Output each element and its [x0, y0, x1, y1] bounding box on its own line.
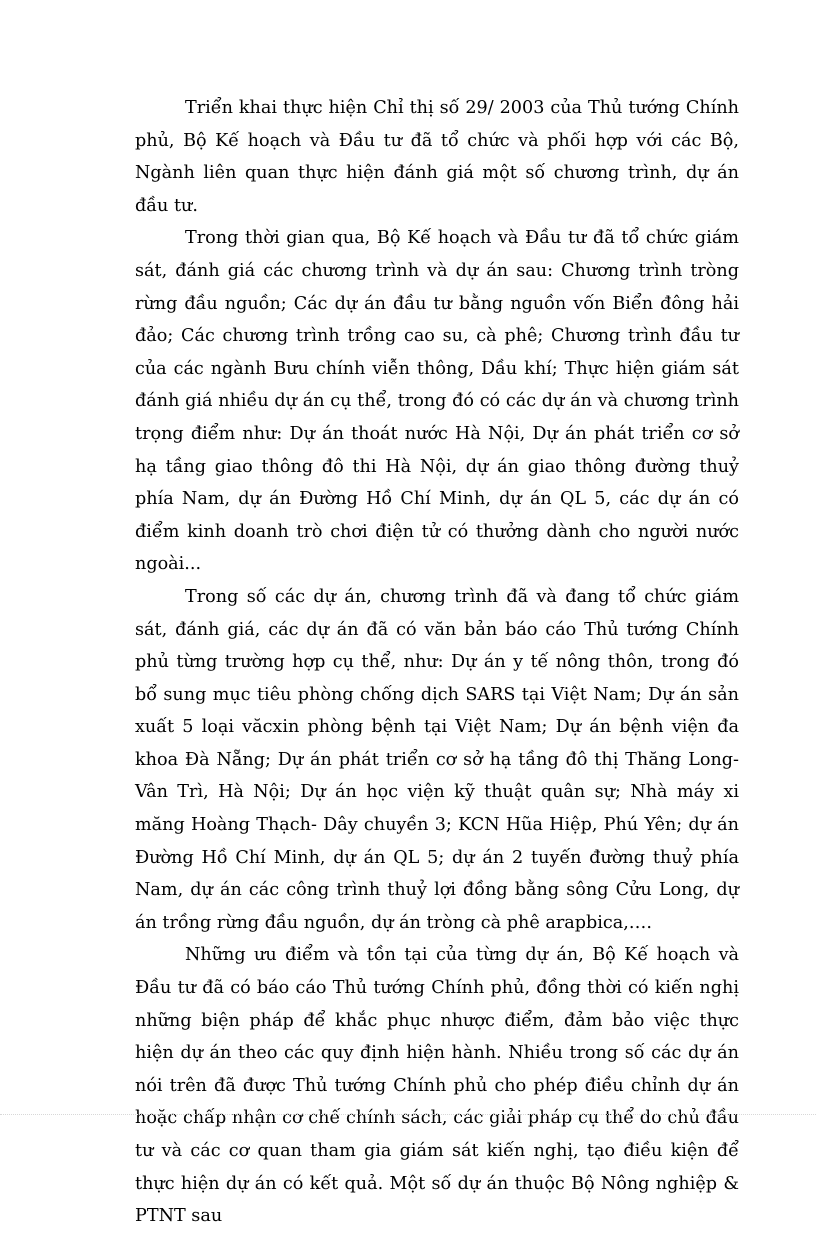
paragraph-3: Trong số các dự án, chương trình đã và đang tổ chức giám sát, đánh giá, các dự án đã có văn bản báo cáo Thủ tướng Chính phủ từng trường hợp cụ thể, như: Dự án y tế nông thôn, trong đó bổ sung mục tiêu phòng chống dịch SARS tại Việt Nam; Dự án sản xuất 5 loại văcxin phòng bệnh tại Việt Nam; Dự án bệnh viện đa khoa Đà Nẵng; Dự án phát triển cơ sở hạ tầng đô thị Thăng Long- Vân Trì, Hà Nội; Dự án học viện kỹ thuật quân sự; Nhà máy xi măng Hoàng Thạch- Dây chuyền 3; KCN Hũa Hiệp, Phú Yên; dự án Đường Hồ Chí Minh, dự án QL 5; dự án 2 tuyến đường thuỷ phía Nam, dự án các công trình thuỷ lợi đồng bằng sông Cửu Long, dự án trồng rừng đầu nguồn, dự án tròng cà phê arapbica,…. [135, 586, 739, 933]
paragraph-4: Những ưu điểm và tồn tại của từng dự án, Bộ Kế hoạch và Đầu tư đã có báo cáo Thủ tướng Chính phủ, đồng thời có kiến nghị những biện pháp để khắc phục nhược điểm, đảm bảo việc thực hiện dự án theo các quy định hiện hành. Nhiều trong số các dự án nói trên đã được Thủ tướng Chính phủ cho phép điều chỉnh dự án hoặc chấp nhận cơ chế chính sách, các giải pháp cụ thể do chủ đầu tư và các cơ quan tham gia giám sát kiến nghị, tạo điều kiện để thực hiện dự án có kết quả. Một số dự án thuộc Bộ Nông nghiệp & PTNT sau [135, 945, 739, 1227]
page-bottom-rule [0, 1114, 816, 1115]
paragraph-2: Trong thời gian qua, Bộ Kế hoạch và Đầu tư đã tổ chức giám sát, đánh giá các chương trình và dự án sau: Chương trình tròng rừng đầu nguồn; Các dự án đầu tư bằng nguồn vốn Biển đông hải đảo; Các chương trình trồng cao su, cà phê; Chương trình đầu tư của các ngành Bưu chính viễn thông, Dầu khí; Thực hiện giám sát đánh giá nhiều dự án cụ thể, trong đó có các dự án và chương trình trọng điểm như: Dự án thoát nước Hà Nội, Dự án phát triển cơ sở hạ tầng giao thông đô thi Hà Nội, dự án giao thông đường thuỷ phía Nam, dự án Đường Hồ Chí Minh, dự án QL 5, các dự án có điểm kinh doanh trò chơi điện tử có thưởng dành cho người nước ngoài... [135, 228, 739, 575]
paragraph-1: Triển khai thực hiện Chỉ thị số 29/ 2003 của Thủ tướng Chính phủ, Bộ Kế hoạch và Đầu tư đã tổ chức và phối hợp với các Bộ, Ngành liên quan thực hiện đánh giá một số chương trình, dự án đầu tư. [135, 98, 739, 216]
document-page [135, 92, 739, 1233]
